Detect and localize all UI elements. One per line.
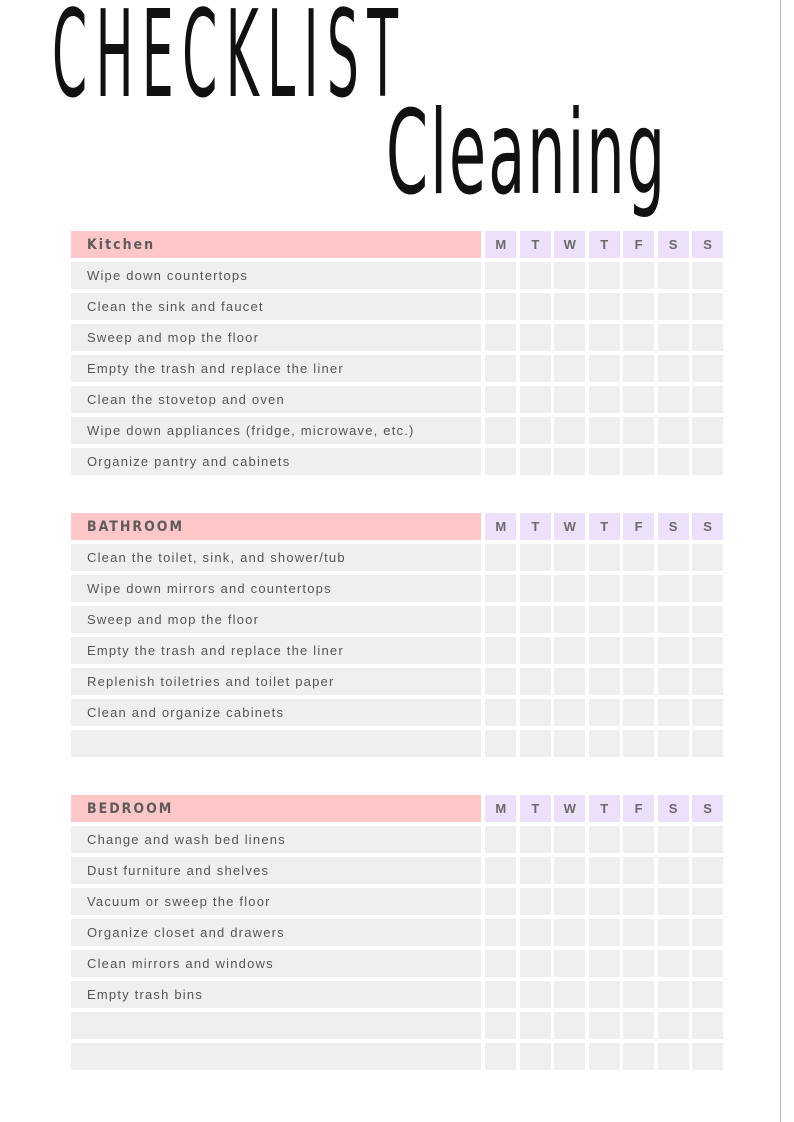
day-header: T: [520, 231, 551, 258]
checkbox-cell[interactable]: [589, 355, 620, 382]
task-label: Clean the toilet, sink, and shower/tub: [71, 544, 481, 571]
checkbox-cell[interactable]: [658, 699, 689, 726]
checkbox-cell[interactable]: [485, 606, 516, 633]
task-label: [71, 1012, 481, 1039]
checkbox-cell[interactable]: [623, 668, 654, 695]
task-label: [71, 730, 481, 757]
checkbox-cell[interactable]: [485, 668, 516, 695]
day-header: T: [589, 231, 620, 258]
checkbox-cell[interactable]: [692, 826, 723, 853]
task-label: [71, 1043, 481, 1070]
checkbox-cell[interactable]: [692, 386, 723, 413]
checkbox-cell[interactable]: [485, 262, 516, 289]
checkbox-cell[interactable]: [554, 293, 585, 320]
task-label: Wipe down appliances (fridge, microwave, etc.): [71, 417, 481, 444]
checkbox-cell[interactable]: [589, 262, 620, 289]
checkbox-cell[interactable]: [520, 919, 551, 946]
checkbox-cell[interactable]: [692, 355, 723, 382]
checkbox-cell[interactable]: [623, 637, 654, 664]
checkbox-cell[interactable]: [485, 699, 516, 726]
checkbox-cell[interactable]: [520, 888, 551, 915]
checkbox-cell[interactable]: [520, 699, 551, 726]
task-label: Organize closet and drawers: [71, 919, 481, 946]
day-header: T: [520, 513, 551, 540]
checkbox-cell[interactable]: [520, 606, 551, 633]
section-1: [71, 513, 723, 761]
checkbox-cell[interactable]: [554, 668, 585, 695]
checkbox-cell[interactable]: [485, 293, 516, 320]
checkbox-cell[interactable]: [623, 575, 654, 602]
checkbox-cell[interactable]: [658, 606, 689, 633]
task-row: [71, 575, 723, 602]
checkbox-cell[interactable]: [658, 888, 689, 915]
checkbox-cell[interactable]: [520, 386, 551, 413]
checkbox-cell[interactable]: [692, 668, 723, 695]
checkbox-cell[interactable]: [520, 575, 551, 602]
task-row: [71, 699, 723, 726]
checkbox-cell[interactable]: [485, 826, 516, 853]
checkbox-cell[interactable]: [658, 575, 689, 602]
checkbox-cell[interactable]: [485, 919, 516, 946]
checkbox-cell[interactable]: [589, 544, 620, 571]
checkbox-cell[interactable]: [520, 417, 551, 444]
checkbox-cell[interactable]: [554, 826, 585, 853]
checkbox-cell[interactable]: [520, 1043, 551, 1070]
checkbox-cell[interactable]: [589, 386, 620, 413]
task-row: [71, 730, 723, 757]
checkbox-cell[interactable]: [658, 981, 689, 1008]
checkbox-cell[interactable]: [658, 544, 689, 571]
checkbox-cell[interactable]: [520, 544, 551, 571]
task-row: [71, 637, 723, 664]
checkbox-cell[interactable]: [692, 699, 723, 726]
checkbox-cell[interactable]: [554, 544, 585, 571]
checkbox-cell[interactable]: [485, 1012, 516, 1039]
checkbox-cell[interactable]: [589, 668, 620, 695]
checkbox-cell[interactable]: [520, 826, 551, 853]
day-header: S: [692, 231, 723, 258]
checkbox-cell[interactable]: [692, 324, 723, 351]
checkbox-cell[interactable]: [658, 386, 689, 413]
day-header: F: [623, 231, 654, 258]
checkbox-cell[interactable]: [520, 293, 551, 320]
checkbox-cell[interactable]: [658, 293, 689, 320]
task-label: Change and wash bed linens: [71, 826, 481, 853]
checkbox-cell[interactable]: [554, 888, 585, 915]
section-title: Kitchen: [71, 231, 481, 258]
checkbox-cell[interactable]: [554, 919, 585, 946]
checkbox-cell[interactable]: [692, 417, 723, 444]
checkbox-cell[interactable]: [692, 293, 723, 320]
section-header: [71, 231, 723, 258]
checkbox-cell[interactable]: [658, 857, 689, 884]
day-header: W: [554, 795, 585, 822]
task-label: Replenish toiletries and toilet paper: [71, 668, 481, 695]
task-row: [71, 544, 723, 571]
checkbox-cell[interactable]: [692, 981, 723, 1008]
checkbox-cell[interactable]: [589, 981, 620, 1008]
checkbox-cell[interactable]: [658, 262, 689, 289]
checkbox-cell[interactable]: [658, 448, 689, 475]
page-edge-divider: [780, 0, 781, 1122]
task-row: [71, 386, 723, 413]
checkbox-cell[interactable]: [589, 575, 620, 602]
checkbox-cell[interactable]: [692, 919, 723, 946]
checkbox-cell[interactable]: [554, 386, 585, 413]
checkbox-cell[interactable]: [623, 730, 654, 757]
checkbox-cell[interactable]: [554, 981, 585, 1008]
section-title: BEDROOM: [71, 795, 481, 822]
checkbox-cell[interactable]: [623, 293, 654, 320]
checkbox-cell[interactable]: [485, 324, 516, 351]
checkbox-cell[interactable]: [692, 637, 723, 664]
checkbox-cell[interactable]: [485, 355, 516, 382]
checkbox-cell[interactable]: [520, 857, 551, 884]
checkbox-cell[interactable]: [658, 919, 689, 946]
checkbox-cell[interactable]: [623, 826, 654, 853]
checkbox-cell[interactable]: [485, 417, 516, 444]
checkbox-cell[interactable]: [589, 919, 620, 946]
checkbox-cell[interactable]: [692, 730, 723, 757]
checkbox-cell[interactable]: [554, 730, 585, 757]
checkbox-cell[interactable]: [658, 826, 689, 853]
checkbox-cell[interactable]: [623, 606, 654, 633]
checkbox-cell[interactable]: [692, 857, 723, 884]
day-header: M: [485, 513, 516, 540]
checkbox-cell[interactable]: [658, 950, 689, 977]
checkbox-cell[interactable]: [589, 293, 620, 320]
task-row: [71, 857, 723, 884]
checkbox-cell[interactable]: [623, 544, 654, 571]
checkbox-cell[interactable]: [554, 262, 585, 289]
checkbox-cell[interactable]: [623, 386, 654, 413]
checkbox-cell[interactable]: [589, 606, 620, 633]
checkbox-cell[interactable]: [623, 1043, 654, 1070]
day-header: M: [485, 795, 516, 822]
checkbox-cell[interactable]: [485, 981, 516, 1008]
checkbox-cell[interactable]: [589, 950, 620, 977]
task-row: [71, 606, 723, 633]
checkbox-cell[interactable]: [623, 888, 654, 915]
checkbox-cell[interactable]: [554, 699, 585, 726]
checkbox-cell[interactable]: [554, 606, 585, 633]
checkbox-cell[interactable]: [554, 857, 585, 884]
day-header: S: [658, 795, 689, 822]
checkbox-cell[interactable]: [623, 448, 654, 475]
checkbox-cell[interactable]: [692, 448, 723, 475]
checkbox-cell[interactable]: [485, 544, 516, 571]
checkbox-cell[interactable]: [520, 355, 551, 382]
checkbox-cell[interactable]: [520, 637, 551, 664]
task-row: [71, 448, 723, 475]
checkbox-cell[interactable]: [520, 448, 551, 475]
checkbox-cell[interactable]: [623, 919, 654, 946]
checkbox-cell[interactable]: [623, 1012, 654, 1039]
day-header: T: [589, 513, 620, 540]
task-label: Clean the stovetop and oven: [71, 386, 481, 413]
task-label: Sweep and mop the floor: [71, 324, 481, 351]
checkbox-cell[interactable]: [623, 262, 654, 289]
checkbox-cell[interactable]: [623, 857, 654, 884]
checkbox-cell[interactable]: [589, 324, 620, 351]
checkbox-cell[interactable]: [623, 417, 654, 444]
checkbox-cell[interactable]: [692, 606, 723, 633]
task-row: [71, 888, 723, 915]
checkbox-cell[interactable]: [520, 324, 551, 351]
checkbox-cell[interactable]: [658, 637, 689, 664]
task-row: [71, 417, 723, 444]
checkbox-cell[interactable]: [485, 637, 516, 664]
task-label: Wipe down mirrors and countertops: [71, 575, 481, 602]
checkbox-cell[interactable]: [485, 950, 516, 977]
checkbox-cell[interactable]: [485, 386, 516, 413]
task-row: [71, 1012, 723, 1039]
section-2: [71, 795, 723, 1074]
checkbox-cell[interactable]: [623, 699, 654, 726]
task-label: Dust furniture and shelves: [71, 857, 481, 884]
checkbox-cell[interactable]: [485, 730, 516, 757]
task-row: [71, 826, 723, 853]
day-header: S: [658, 231, 689, 258]
checkbox-cell[interactable]: [589, 826, 620, 853]
task-label: Wipe down countertops: [71, 262, 481, 289]
checkbox-cell[interactable]: [623, 355, 654, 382]
checkbox-cell[interactable]: [623, 324, 654, 351]
checkbox-cell[interactable]: [658, 1012, 689, 1039]
task-row: [71, 981, 723, 1008]
checkbox-cell[interactable]: [658, 1043, 689, 1070]
task-row: [71, 668, 723, 695]
checkbox-cell[interactable]: [692, 1043, 723, 1070]
checkbox-cell[interactable]: [485, 1043, 516, 1070]
section-title: BATHROOM: [71, 513, 481, 540]
task-row: [71, 355, 723, 382]
checkbox-cell[interactable]: [589, 1012, 620, 1039]
section-header: [71, 795, 723, 822]
checklist-title: CHECKLIST: [52, 0, 407, 125]
checkbox-cell[interactable]: [554, 575, 585, 602]
checkbox-cell[interactable]: [589, 857, 620, 884]
checkbox-cell[interactable]: [623, 981, 654, 1008]
day-header: S: [692, 513, 723, 540]
task-row: [71, 293, 723, 320]
task-row: [71, 262, 723, 289]
checkbox-cell[interactable]: [658, 730, 689, 757]
checkbox-cell[interactable]: [520, 730, 551, 757]
day-header: F: [623, 795, 654, 822]
task-label: Empty trash bins: [71, 981, 481, 1008]
checkbox-cell[interactable]: [658, 668, 689, 695]
checkbox-cell[interactable]: [554, 950, 585, 977]
section-0: [71, 231, 723, 479]
day-header: F: [623, 513, 654, 540]
checkbox-cell[interactable]: [589, 637, 620, 664]
task-label: Clean the sink and faucet: [71, 293, 481, 320]
checkbox-cell[interactable]: [658, 324, 689, 351]
checkbox-cell[interactable]: [692, 950, 723, 977]
checkbox-cell[interactable]: [589, 699, 620, 726]
task-label: Clean mirrors and windows: [71, 950, 481, 977]
task-label: Empty the trash and replace the liner: [71, 637, 481, 664]
cleaning-subtitle: Cleaning: [386, 86, 668, 221]
checkbox-cell[interactable]: [520, 950, 551, 977]
day-header: W: [554, 513, 585, 540]
checkbox-cell[interactable]: [520, 1012, 551, 1039]
day-header: M: [485, 231, 516, 258]
day-header: W: [554, 231, 585, 258]
task-label: Sweep and mop the floor: [71, 606, 481, 633]
checkbox-cell[interactable]: [554, 417, 585, 444]
checkbox-cell[interactable]: [485, 888, 516, 915]
section-header: [71, 513, 723, 540]
task-label: Empty the trash and replace the liner: [71, 355, 481, 382]
day-header: S: [692, 795, 723, 822]
checkbox-cell[interactable]: [692, 262, 723, 289]
checkbox-cell[interactable]: [554, 324, 585, 351]
day-header: T: [589, 795, 620, 822]
checkbox-cell[interactable]: [623, 950, 654, 977]
checkbox-cell[interactable]: [658, 417, 689, 444]
checkbox-cell[interactable]: [692, 1012, 723, 1039]
checkbox-cell[interactable]: [554, 448, 585, 475]
checkbox-cell[interactable]: [589, 417, 620, 444]
checkbox-cell[interactable]: [554, 637, 585, 664]
checkbox-cell[interactable]: [520, 262, 551, 289]
task-row: [71, 324, 723, 351]
checkbox-cell[interactable]: [520, 981, 551, 1008]
task-row: [71, 919, 723, 946]
checkbox-cell[interactable]: [658, 355, 689, 382]
task-label: Vacuum or sweep the floor: [71, 888, 481, 915]
checkbox-cell[interactable]: [520, 668, 551, 695]
checkbox-cell[interactable]: [692, 575, 723, 602]
day-header: T: [520, 795, 551, 822]
task-label: Clean and organize cabinets: [71, 699, 481, 726]
checkbox-cell[interactable]: [554, 1043, 585, 1070]
task-row: [71, 950, 723, 977]
checkbox-cell[interactable]: [485, 575, 516, 602]
task-label: Organize pantry and cabinets: [71, 448, 481, 475]
task-row: [71, 1043, 723, 1070]
checkbox-cell[interactable]: [554, 1012, 585, 1039]
checkbox-cell[interactable]: [692, 544, 723, 571]
checkbox-cell[interactable]: [589, 448, 620, 475]
checkbox-cell[interactable]: [589, 730, 620, 757]
checkbox-cell[interactable]: [589, 888, 620, 915]
checkbox-cell[interactable]: [692, 888, 723, 915]
checkbox-cell[interactable]: [485, 857, 516, 884]
checkbox-cell[interactable]: [485, 448, 516, 475]
day-header: S: [658, 513, 689, 540]
checkbox-cell[interactable]: [554, 355, 585, 382]
checkbox-cell[interactable]: [589, 1043, 620, 1070]
